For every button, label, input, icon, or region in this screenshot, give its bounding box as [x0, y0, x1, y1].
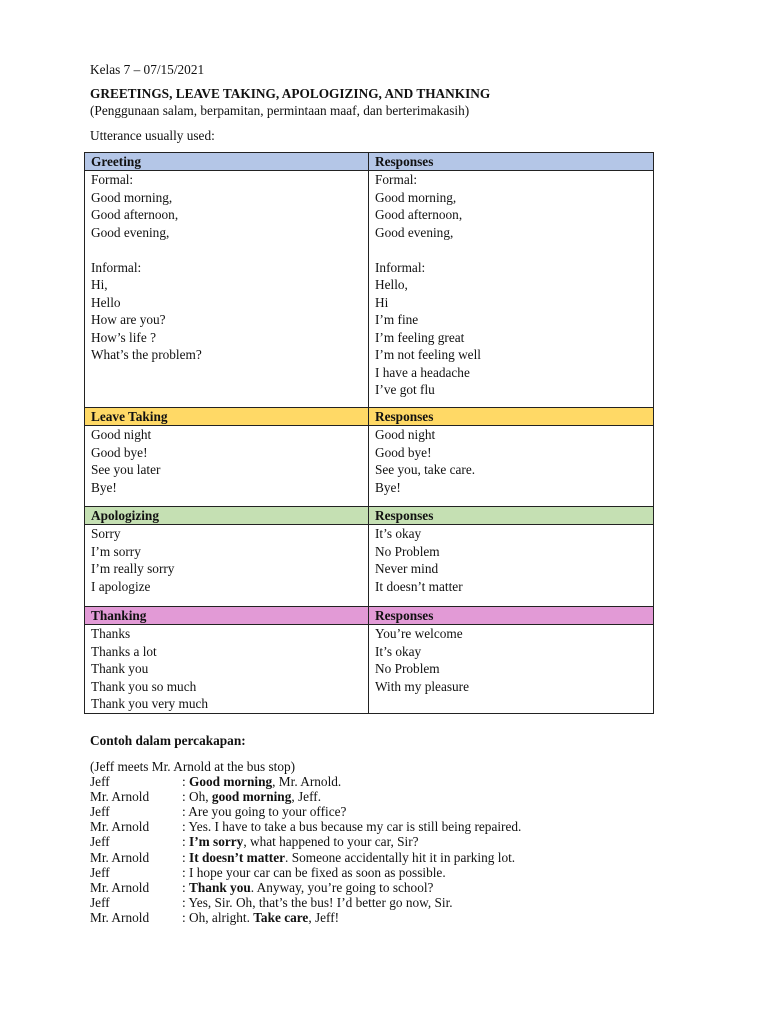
section-header-apologizing — [85, 507, 654, 525]
dialogue-heading: Contoh dalam percakapan: — [90, 733, 246, 748]
dialogue-text: , Jeff! — [308, 909, 340, 925]
apologizing-header: Apologizing — [85, 507, 369, 525]
cell-line: Good morning, — [91, 189, 173, 205]
leave-taking-cell — [85, 426, 369, 507]
page-title: GREETINGS, LEAVE TAKING, APOLOGIZING, AND THANKING — [90, 86, 491, 101]
dialogue-line — [90, 789, 690, 804]
dialogue-text: , what happened to your car, Sir? — [243, 834, 419, 850]
leave-taking-responses-cell — [369, 426, 654, 507]
dialogue-text: . Someone accidentally hit it in parking lot. — [285, 849, 516, 865]
cell-line: I have a headache — [375, 364, 470, 380]
cell-line: Thank you — [91, 661, 149, 676]
cell-line: It doesn’t matter — [375, 578, 463, 594]
greeting-responses-cell — [369, 171, 654, 408]
dialogue-text: : Yes. I have to take a bus because my car is still being repaired. — [182, 819, 522, 835]
cell-line: Thanks — [91, 626, 131, 641]
speaker-name: Jeff — [90, 894, 110, 910]
cell-line: Never mind — [375, 561, 439, 576]
cell-line: Good evening, — [375, 224, 454, 240]
speaker-name: Mr. Arnold — [90, 909, 150, 925]
greeting-cell — [85, 171, 369, 408]
cell-line: Hello, — [375, 277, 408, 292]
greeting-responses-header: Responses — [369, 153, 654, 171]
cell-line: See you, take care. — [375, 462, 476, 477]
highlighted-expression: It doesn’t matter — [189, 849, 286, 865]
cell-line: What’s the problem? — [91, 347, 202, 362]
cell-line: Good night — [91, 427, 152, 442]
dialogue-line — [90, 850, 690, 865]
greeting-header: Greeting — [85, 153, 369, 171]
leave-taking-header: Leave Taking — [85, 408, 369, 426]
cell-line: Bye! — [375, 479, 401, 495]
cell-line: I apologize — [91, 578, 151, 594]
utterance-label: Utterance usually used: — [90, 128, 215, 143]
dialogue-text: : Are you going to your office? — [182, 804, 347, 820]
cell-line: I’ve got flu — [375, 382, 435, 397]
cell-line: Sorry — [91, 526, 121, 541]
apologizing-responses-header: Responses — [369, 507, 654, 525]
speaker-name: Mr. Arnold — [90, 879, 150, 895]
cell-line: I’m really sorry — [91, 561, 175, 576]
cell-line: How are you? — [91, 312, 166, 327]
dialogue-line — [90, 834, 690, 849]
dialogue-text: : Yes, Sir. Oh, that’s the bus! I’d better go now, Sir. — [182, 894, 453, 910]
cell-line: Formal: — [375, 172, 418, 187]
highlighted-expression: Good morning — [189, 774, 273, 790]
cell-line: Good night — [375, 427, 436, 442]
cell-line — [375, 241, 653, 259]
apologizing-cell — [85, 525, 369, 607]
section-body-greeting — [85, 171, 654, 408]
dialogue-line — [90, 895, 690, 910]
cell-line: I’m not feeling well — [375, 347, 481, 362]
section-body-thanking — [85, 625, 654, 714]
speaker-name: Mr. Arnold — [90, 789, 150, 805]
cell-line: Good afternoon, — [375, 207, 463, 222]
cell-line: Informal: — [375, 259, 426, 275]
dialogue-line — [90, 865, 690, 880]
thanking-header: Thanking — [85, 607, 369, 625]
cell-line: You’re welcome — [375, 626, 463, 641]
cell-line: Informal: — [91, 259, 142, 275]
cell-line: Good evening, — [91, 224, 170, 240]
cell-line: Thank you very much — [91, 696, 209, 711]
speaker-name: Mr. Arnold — [90, 819, 150, 835]
section-body-apologizing — [85, 525, 654, 607]
thanking-cell — [85, 625, 369, 714]
cell-line: Thanks a lot — [91, 643, 157, 659]
dialogue-line — [90, 774, 690, 789]
dialogue-text: : — [182, 879, 190, 895]
cell-line: No Problem — [375, 543, 440, 559]
speaker-name: Mr. Arnold — [90, 849, 150, 865]
cell-line: It’s okay — [375, 643, 422, 659]
dialogue-text: : I hope your car can be fixed as soon as possible. — [182, 864, 446, 880]
dialogue-lines — [90, 774, 690, 925]
cell-line: Bye! — [91, 479, 117, 495]
page-subtitle: (Penggunaan salam, berpamitan, permintaan maaf, dan berterimakasih) — [90, 103, 470, 118]
dialogue-text: : Oh, alright. — [182, 909, 254, 925]
cell-line: Hello — [91, 294, 121, 310]
thanking-responses-cell — [369, 625, 654, 714]
cell-line: How’s life ? — [91, 329, 156, 345]
dialogue-text: . Anyway, you’re going to school? — [250, 879, 434, 895]
cell-line: It’s okay — [375, 526, 422, 541]
cell-line: Hi, — [91, 277, 108, 292]
cell-line: Hi — [375, 294, 389, 310]
speaker-name: Jeff — [90, 804, 110, 820]
section-header-greeting — [85, 153, 654, 171]
speaker-name: Jeff — [90, 834, 110, 850]
section-body-leave-taking — [85, 426, 654, 507]
dialogue-text: : — [182, 849, 190, 865]
dialogue-text: : — [182, 774, 190, 790]
speaker-name: Jeff — [90, 774, 110, 790]
leave-taking-responses-header: Responses — [369, 408, 654, 426]
highlighted-expression: I’m sorry — [189, 834, 244, 850]
dialogue-line — [90, 910, 690, 925]
cell-line: I’m fine — [375, 312, 419, 327]
dialogue-text: , Jeff. — [291, 789, 322, 805]
cell-line: Good morning, — [375, 189, 457, 205]
cell-line: See you later — [91, 462, 161, 477]
thanking-responses-header: Responses — [369, 607, 654, 625]
cell-line: Good bye! — [375, 444, 432, 460]
dialogue — [90, 759, 690, 925]
cell-line: I’m sorry — [91, 543, 141, 559]
cell-line: I’m feeling great — [375, 329, 465, 345]
cell-line: Thank you so much — [91, 678, 197, 694]
dialogue-line — [90, 880, 690, 895]
dialogue-text: : — [182, 834, 190, 850]
utterance-table — [84, 152, 654, 714]
class-date: Kelas 7 – 07/15/2021 — [90, 62, 205, 77]
highlighted-expression: Take care — [253, 909, 309, 925]
section-header-leave-taking — [85, 408, 654, 426]
cell-line: No Problem — [375, 661, 440, 676]
dialogue-text: , Mr. Arnold. — [272, 774, 342, 790]
highlighted-expression: good morning — [211, 789, 292, 805]
dialogue-line — [90, 804, 690, 819]
highlighted-expression: Thank you — [189, 879, 251, 895]
apologizing-responses-cell — [369, 525, 654, 607]
dialogue-text: : Oh, — [182, 789, 212, 805]
cell-line: Formal: — [91, 172, 134, 187]
speaker-name: Jeff — [90, 864, 110, 880]
cell-line: With my pleasure — [375, 678, 469, 694]
cell-line: Good bye! — [91, 444, 148, 460]
dialogue-scene: (Jeff meets Mr. Arnold at the bus stop) — [90, 759, 296, 774]
cell-line: Good afternoon, — [91, 207, 179, 222]
section-header-thanking — [85, 607, 654, 625]
cell-line — [91, 241, 368, 259]
dialogue-line — [90, 819, 690, 834]
